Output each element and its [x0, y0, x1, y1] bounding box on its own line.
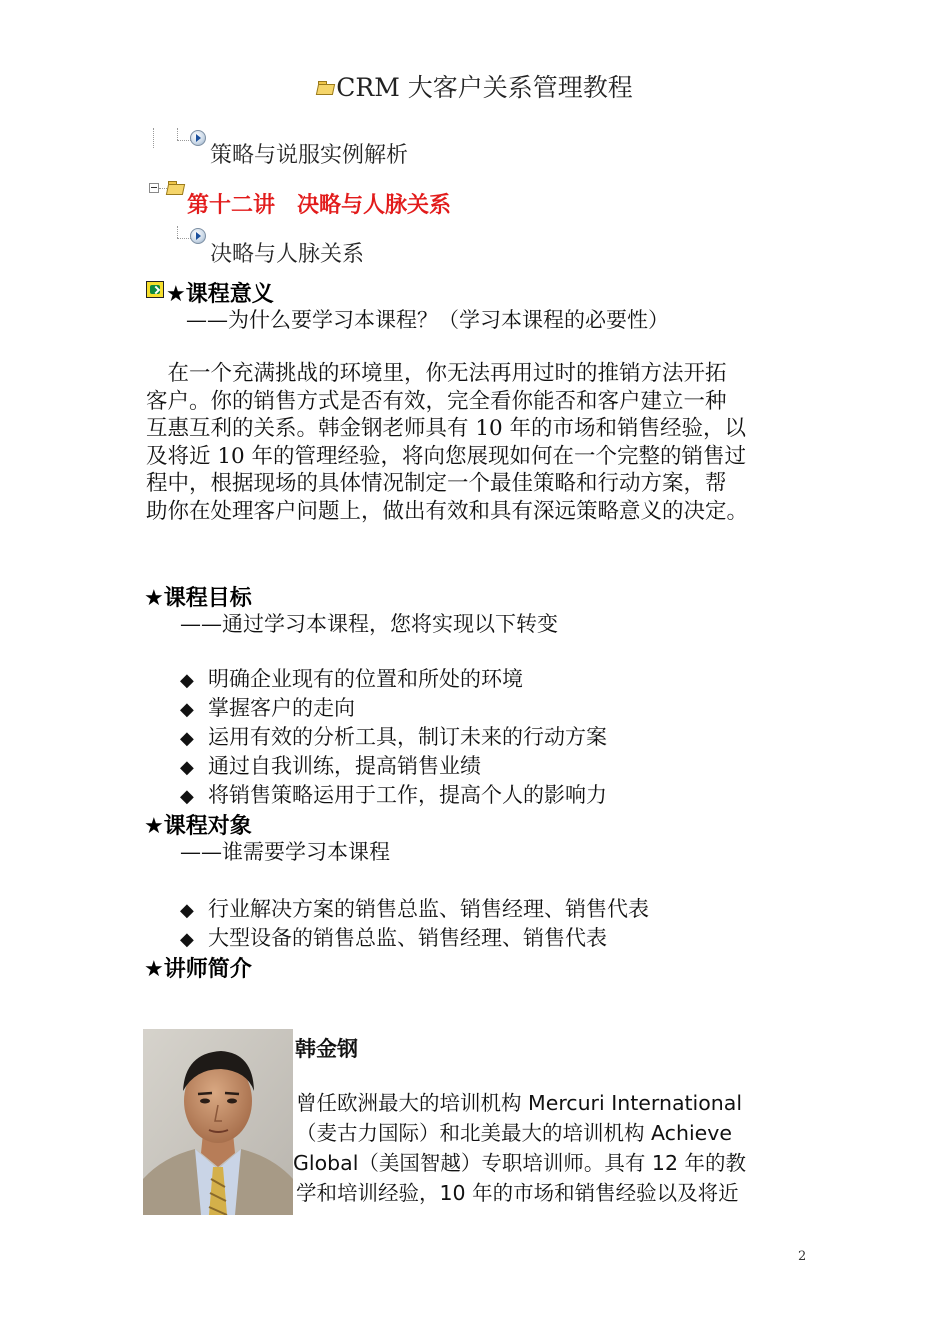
section-heading-significance: ★课程意义 [166, 282, 274, 307]
instructor-photo [143, 1029, 293, 1215]
bio-line: 学和培训经验，10 年的市场和销售经验以及将近 [296, 1181, 739, 1205]
diamond-bullet-icon: ◆ [180, 670, 194, 691]
paragraph-line: 及将近 10 年的管理经验，将向您展现如何在一个完整的销售过 [146, 443, 747, 469]
list-item [180, 922, 607, 952]
section-heading-audience: ★课程对象 [144, 814, 252, 839]
section-subtitle: ——为什么要学习本课程？（学习本课程的必要性） [186, 308, 669, 332]
paragraph-line: 助你在处理客户问题上，做出有效和具有深远策略意义的决定。 [146, 498, 749, 524]
course-icon [146, 281, 164, 298]
list-item-text: 大型设备的销售总监、销售经理、销售代表 [208, 926, 607, 950]
list-item [180, 779, 607, 809]
tree-connector [153, 128, 154, 148]
list-item [180, 692, 355, 722]
collapse-toggle-icon[interactable] [149, 183, 159, 193]
header-title: CRM 大客户关系管理教程 [336, 73, 633, 102]
section-heading-goals: ★课程目标 [144, 586, 252, 611]
section-heading-instructor: ★讲师简介 [144, 957, 252, 982]
list-item [180, 721, 607, 751]
diamond-bullet-icon: ◆ [180, 728, 194, 749]
paragraph-line: 客户。你的销售方式是否有效，完全看你能否和客户建立一种 [146, 388, 727, 414]
list-item-text: 明确企业现有的位置和所处的环境 [208, 667, 523, 691]
bio-line: Global（美国智越）专职培训师。具有 12 年的教 [293, 1151, 747, 1175]
chapter-title[interactable]: 第十二讲 决略与人脉关系 [187, 193, 452, 218]
portrait-image [143, 1029, 293, 1215]
instructor-name: 韩金钢 [295, 1037, 358, 1061]
bio-line: （麦古力国际）和北美最大的培训机构 Achieve [296, 1121, 732, 1145]
list-item-text: 通过自我训练，提高销售业绩 [208, 754, 481, 778]
section-subtitle: ——通过学习本课程，您将实现以下转变 [180, 612, 558, 636]
list-item-text: 掌握客户的走向 [208, 696, 355, 720]
diamond-bullet-icon: ◆ [180, 786, 194, 807]
instructor-bio [293, 1088, 808, 1208]
page-link-icon[interactable] [190, 228, 206, 244]
bio-line: 曾任欧洲最大的培训机构 Mercuri International [296, 1091, 743, 1115]
document-header [0, 68, 950, 104]
tree-connector [177, 226, 178, 238]
page-link-icon[interactable] [190, 130, 206, 146]
list-item-text: 将销售策略运用于工作，提高个人的影响力 [208, 783, 607, 807]
tree-item-decision[interactable]: 决略与人脉关系 [210, 242, 365, 267]
tree-connector [177, 238, 191, 239]
folder-icon [167, 181, 184, 194]
tree-connector [177, 128, 178, 140]
list-item-text: 行业解决方案的销售总监、销售经理、销售代表 [208, 897, 649, 921]
paragraph-line: 程中，根据现场的具体情况制定一个最佳策略和行动方案，帮 [146, 471, 727, 496]
tree-connector [159, 188, 167, 189]
paragraph-line: 互惠互利的关系。韩金钢老师具有 10 年的市场和销售经验，以 [146, 416, 747, 441]
folder-icon [317, 81, 334, 94]
page-number: 2 [798, 1249, 807, 1264]
tree-connector [177, 140, 191, 141]
list-item [180, 663, 523, 693]
list-item [180, 893, 649, 923]
diamond-bullet-icon: ◆ [180, 699, 194, 720]
list-item [180, 750, 481, 780]
diamond-bullet-icon: ◆ [180, 757, 194, 778]
chapter-folder [167, 181, 186, 200]
tree-item-strategy[interactable]: 策略与说服实例解析 [210, 143, 409, 168]
diamond-bullet-icon: ◆ [180, 929, 194, 950]
diamond-bullet-icon: ◆ [180, 900, 194, 921]
list-item-text: 运用有效的分析工具，制订未来的行动方案 [208, 725, 607, 749]
paragraph-line: 在一个充满挑战的环境里，你无法再用过时的推销方法开拓 [146, 361, 727, 386]
section-subtitle: ——谁需要学习本课程 [180, 840, 390, 864]
significance-paragraph [146, 360, 826, 525]
